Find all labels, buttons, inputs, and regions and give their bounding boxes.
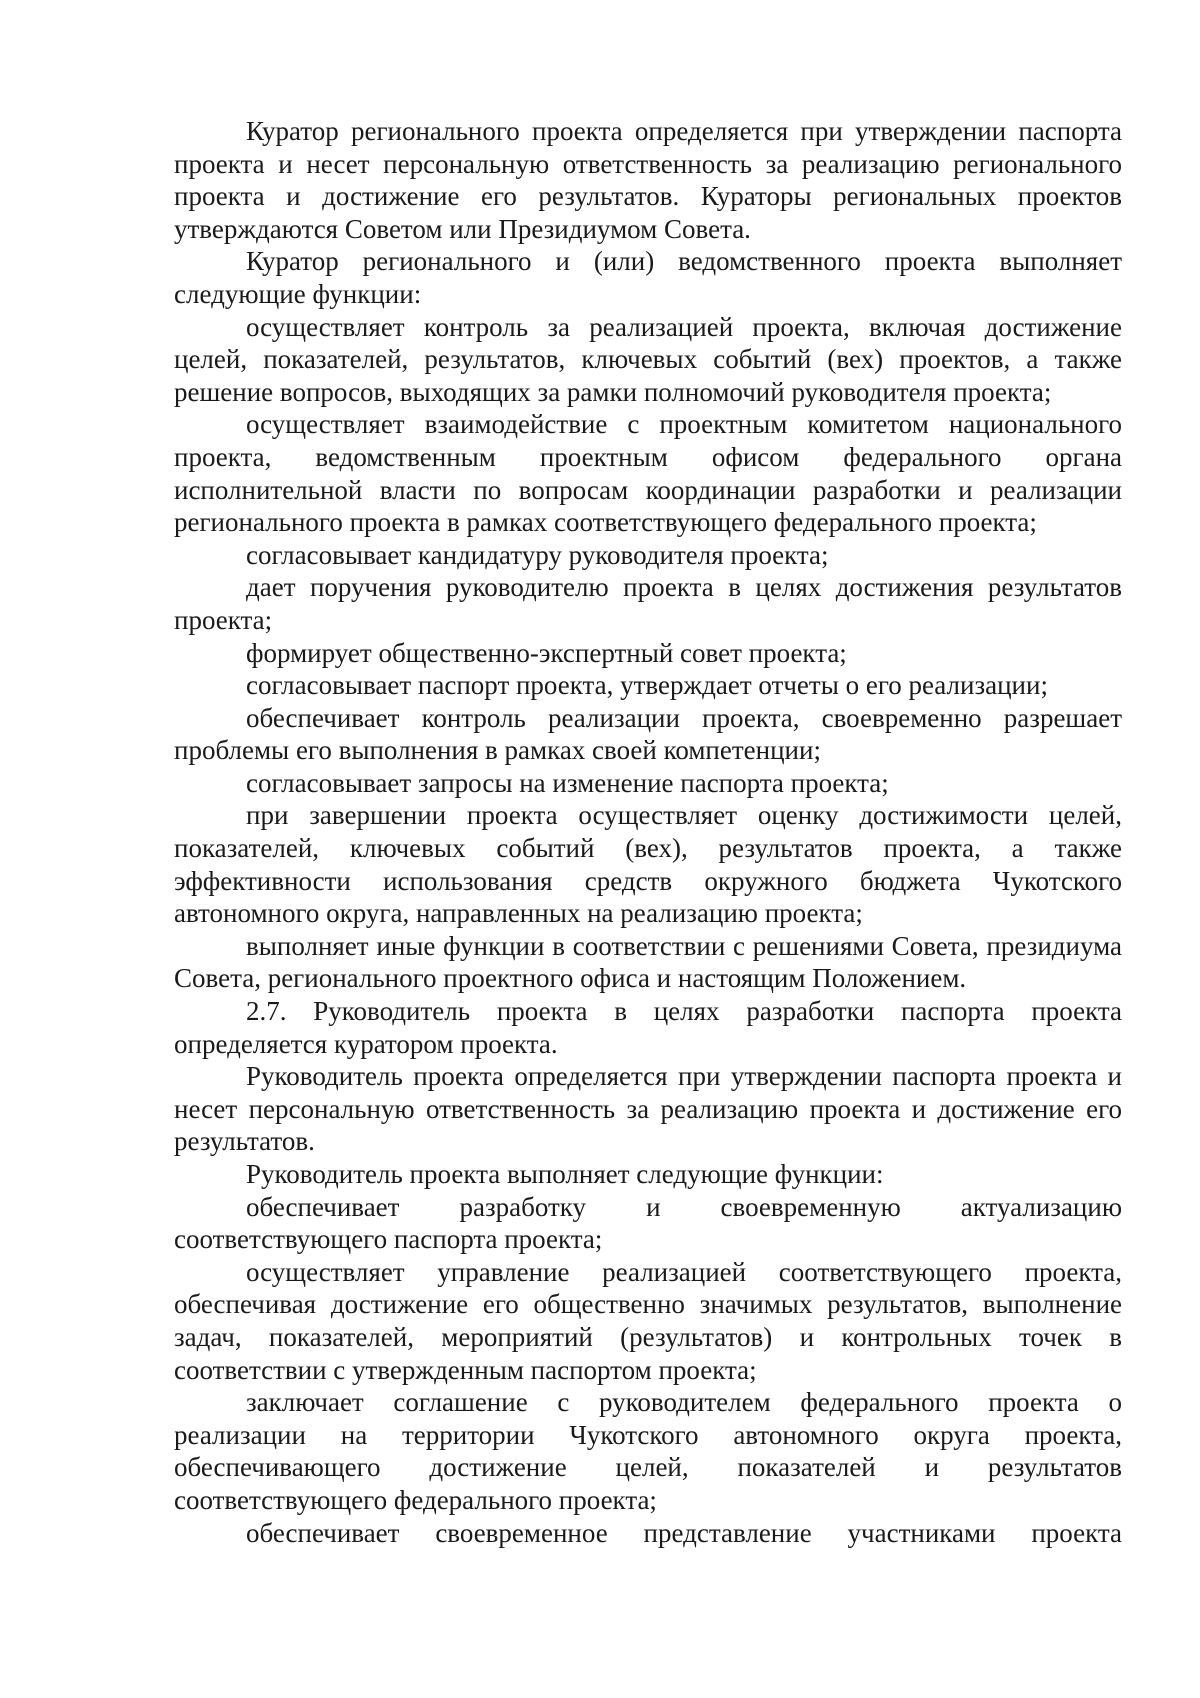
paragraph-head-agreement: заключает соглашение с руководителем федерального проекта о реализации на территории Чукотского автономного округа проекта, обеспечивающего достижение целей, показателей и результатов соответствующего федерального проекта; bbox=[174, 1387, 1122, 1515]
paragraph-curator-change-requests: согласовывает запросы на изменение паспорта проекта; bbox=[246, 767, 889, 798]
paragraph-curator-expert-council: формирует общественно-экспертный совет проекта; bbox=[246, 637, 847, 668]
paragraph-section-2-7: 2.7. Руководитель проекта в целях разработки паспорта проекта определяется куратором проекта. bbox=[174, 996, 1122, 1059]
paragraph-head-management: осуществляет управление реализацией соответствующего проекта, обеспечивая достижение его общественно значимых результатов, выполнение задач, показателей, мероприятий (результатов) и контрольных точек в соответствии с утвержденным паспортом проекта; bbox=[174, 1256, 1122, 1385]
paragraph-head-functions-intro: Руководитель проекта выполняет следующие функции: bbox=[246, 1159, 884, 1189]
paragraph-curator-evaluation: при завершении проекта осуществляет оценку достижимости целей, показателей, ключевых событий (вех), результатов проекта, а также эффективности использования средств окружного бюджета Чукотского автономного округа, направленных на реализацию проекта; bbox=[174, 800, 1122, 929]
paragraph-curator-other: выполняет иные функции в соответствии с решениями Совета, президиума Совета, регионального проектного офиса и настоящим Положением. bbox=[174, 930, 1122, 994]
paragraph-curator-interaction: осуществляет взаимодействие с проектным комитетом национального проекта, ведомственным проектным офисом федерального органа исполнительной власти по вопросам координации разработки и реализации регионального проекта в рамках соответствующего федерального проекта; bbox=[174, 409, 1122, 538]
paragraph-curator-instructions: дает поручения руководителю проекта в целях достижения результатов проекта; bbox=[174, 572, 1122, 635]
document-body bbox=[174, 115, 1122, 1549]
paragraph-head-appointment: Руководитель проекта определяется при утверждении паспорта проекта и несет персональную ответственность за реализацию проекта и достижение его результатов. bbox=[174, 1061, 1122, 1157]
paragraph-curator-passport: согласовывает паспорт проекта, утверждает отчеты о его реализации; bbox=[246, 670, 1048, 701]
paragraph-head-passport: обеспечивает разработку и своевременную актуализацию соответствующего паспорта проекта; bbox=[174, 1191, 1122, 1255]
paragraph-head-reporting: обеспечивает своевременное представление участниками проекта bbox=[246, 1517, 1122, 1548]
paragraph-curator-appointment: Куратор регионального проекта определяется при утверждении паспорта проекта и несет персональную ответственность за реализацию регионального проекта и достижение его результатов. Кураторы региональных проектов утверждаются Советом или Президиумом Совета. bbox=[174, 116, 1122, 244]
paragraph-curator-monitoring: обеспечивает контроль реализации проекта, своевременно разрешает проблемы его выполнения в рамках своей компетенции; bbox=[174, 702, 1122, 766]
paragraph-curator-control: осуществляет контроль за реализацией проекта, включая достижение целей, показателей, результатов, ключевых событий (вех) проектов, а также решение вопросов, выходящих за рамки полномочий руководителя проекта; bbox=[174, 311, 1122, 407]
paragraph-curator-approve-head: согласовывает кандидатуру руководителя проекта; bbox=[246, 539, 829, 570]
paragraph-curator-functions-intro: Куратор регионального и (или) ведомственного проекта выполняет следующие функции: bbox=[174, 246, 1122, 309]
